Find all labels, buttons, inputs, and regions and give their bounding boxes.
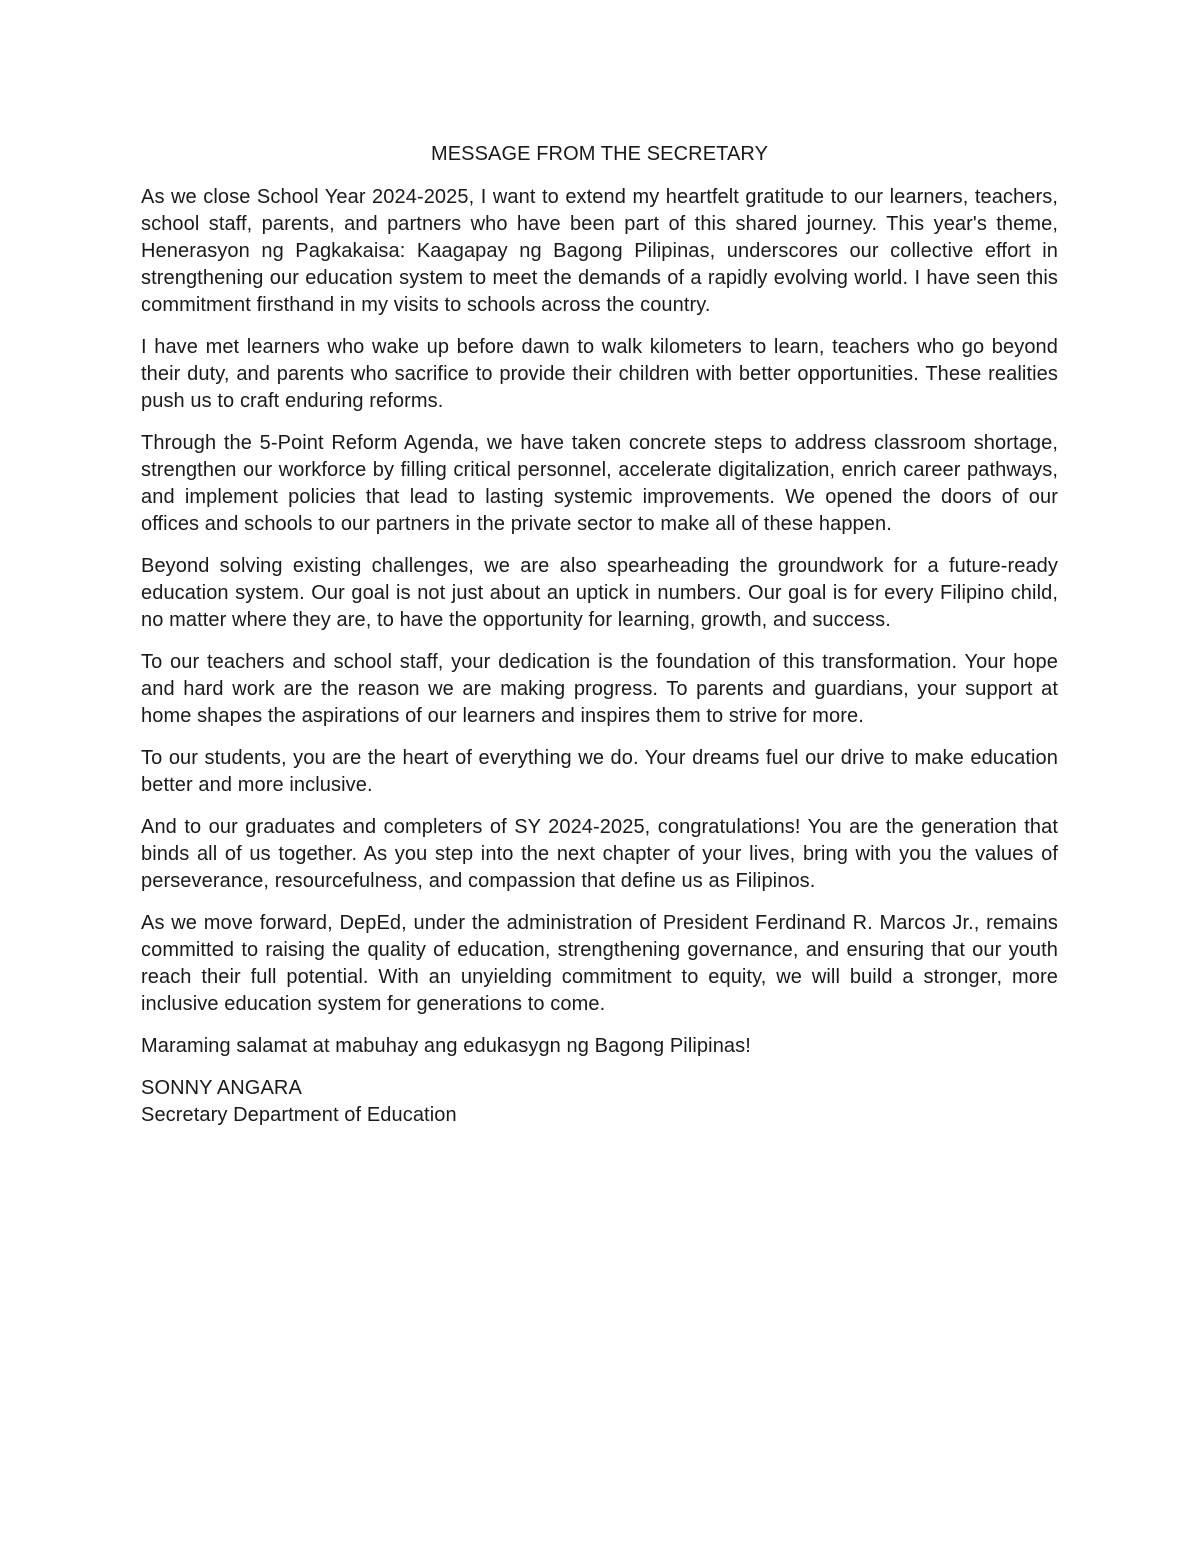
paragraph: As we move forward, DepEd, under the administration of President Ferdinand R. Marcos Jr., remains committed to raising the quality of education, strengthening governance, and ensuring that our youth reach their full potential. With an unyielding commitment to equity, we will build a stronger, more inclusive education system for generations to come. [141, 912, 1058, 1015]
paragraph: Beyond solving existing challenges, we are also spearheading the groundwork for a future-ready education system. Our goal is not just about an uptick in numbers. Our goal is for every Filipino child, no matter where they are, to have the opportunity for learning, growth, and success. [141, 555, 1058, 631]
paragraph: As we close School Year 2024-2025, I want to extend my heartfelt gratitude to our learners, teachers, school staff, parents, and partners who have been part of this shared journey. This year's theme, Henerasyon ng Pagkakaisa: Kaagapay ng Bagong Pilipinas, underscores our collective effort in strengthening our education system to meet the demands of a rapidly evolving world. I have seen this commitment firsthand in my visits to schools across the country. [141, 186, 1058, 316]
paragraph: And to our graduates and completers of SY 2024-2025, congratulations! You are the generation that binds all of us together. As you step into the next chapter of your lives, bring with you the values of perseverance, resourcefulness, and compassion that define us as Filipinos. [141, 816, 1058, 892]
paragraph: Through the 5-Point Reform Agenda, we have taken concrete steps to address classroom shortage, strengthen our workforce by filling critical personnel, accelerate digitalization, enrich career pathways, and implement policies that lead to lasting systemic improvements. We opened the doors of our offices and schools to our partners in the private sector to make all of these happen. [141, 432, 1058, 535]
signature-block [141, 1075, 1058, 1129]
paragraph: To our students, you are the heart of everything we do. Your dreams fuel our drive to make education better and more inclusive. [141, 747, 1058, 796]
document-body [141, 141, 1058, 1129]
signatory-name: SONNY ANGARA [141, 1077, 302, 1099]
paragraph: I have met learners who wake up before dawn to walk kilometers to learn, teachers who go beyond their duty, and parents who sacrifice to provide their children with better opportunities. These realities push us to craft enduring reforms. [141, 336, 1058, 412]
closing-line: Maraming salamat at mabuhay ang edukasygn ng Bagong Pilipinas! [141, 1035, 751, 1057]
paragraph: To our teachers and school staff, your dedication is the foundation of this transformation. Your hope and hard work are the reason we are making progress. To parents and guardians, your support at home shapes the aspirations of our learners and inspires them to strive for more. [141, 651, 1058, 727]
document-title: MESSAGE FROM THE SECRETARY [430, 143, 769, 165]
signatory-title: Secretary Department of Education [141, 1104, 457, 1126]
